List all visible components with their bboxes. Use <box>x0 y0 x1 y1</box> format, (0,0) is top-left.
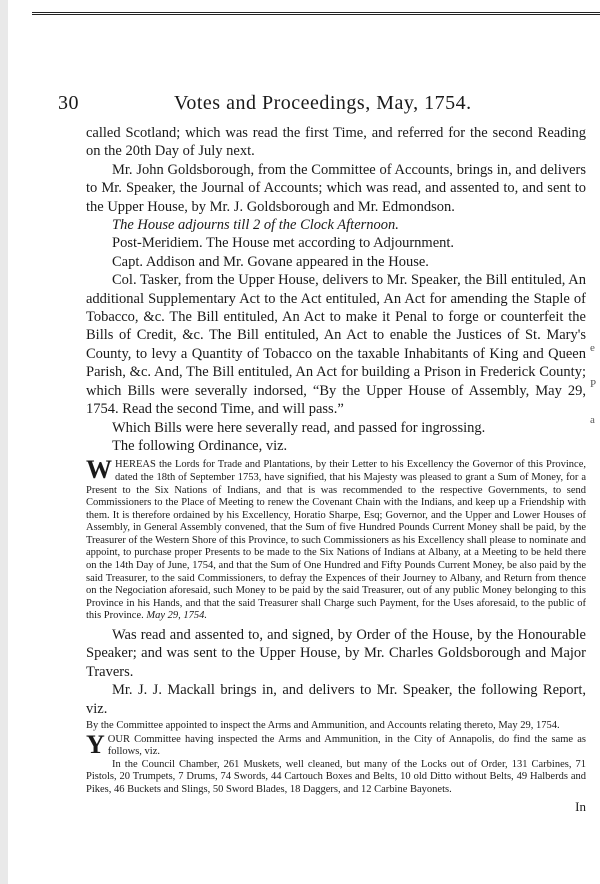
paragraph-adjourn: The House adjourns till 2 of the Clock Afternoon. <box>112 217 399 234</box>
margin-fragment: e <box>590 342 595 354</box>
page-number: 30 <box>58 92 79 114</box>
paragraph-ingrossing: Which Bills were here severally read, and passed for ingrossing. <box>112 419 486 436</box>
ordinance-text <box>86 455 586 623</box>
page-body <box>86 124 586 815</box>
top-rule <box>32 0 600 15</box>
paragraph-appeared: Capt. Addison and Mr. Govane appeared in the House. <box>112 253 429 270</box>
right-margin-bleed <box>590 330 600 530</box>
margin-fragment: a <box>590 414 595 426</box>
ordinance-body: HEREAS the Lords for Trade and Plantations, by their Letter to his Excellency the Governor of this Province, dated the 18th of September 1753, have signified, that his Majesty was pleased to grant a Sum of Money, for a Present to the Six Nations of Indians, and that is was recommended to the respective Governments, to send Commissioners to the Place of Meeting to renew the Covenant Chain with the Indians, and keep up a Friendship with them. It is therefore ordained by his Excellency, Horatio Sharpe, Esq; Governor, and the Upper and Lower Houses of Assembly, in General Assembly convened, that the Sum of five Hundred Pounds Current Money shall be paid, by the Treasurer of the Western Shore of this Province, to such Commissioners as his Excellency shall please to nominate and appoint, to purchase proper Presents to be made to the Six Nations of Indians at Albany, at a Meeting to be held there on the 14th Day of June, 1754, and that the Sum of One Hundred and Fifty Pounds Current Money, be also paid by the said Treasurer, to the said Commissioners, to defray the Expences of their Journey to Albany, and Return from thence on the Negociation aforesaid, such Money to be paid by the said Treasurer, out of any public Money belonging to this Province in his Hands, and that the said Treasurer shall Charge such Payment, for the Uses aforesaid, to the public of this Province. <box>86 459 586 622</box>
paragraph-bills: Col. Tasker, from the Upper House, delivers to Mr. Speaker, the Bill entituled, An additional Supplementary Act to the Act entituled, An Act for amending the Staple of Tobacco, &c. The Bill entituled, An Act to make it Penal to forge or counterfeit the Bills of Credit, &c. The Bill entituled, An Act to enable the Justices of St. Mary's County, to levy a Quantity of Tobacco on the taxable Inhabitants of King and Queen Parish, &c. And, The Bill entituled, An Act for building a Prison in Frederick County; which Bills were severally indorsed, “By the Upper House of Assembly, May 29, 1754. Read the second Time, and will pass.” <box>86 272 586 418</box>
margin-fragment: P <box>590 378 597 390</box>
report-dropcap: Y <box>86 729 105 759</box>
paragraph-continuation: called Scotland; which was read the first Time, and referred for the second Reading on the 20th Day of July next. <box>86 125 586 160</box>
ordinance-date: May 29, 1754. <box>146 610 208 622</box>
page-binding-edge <box>0 0 8 884</box>
report-intro: OUR Committee having inspected the Arms and Ammunition, in the City of Annapolis, do find the same as follows, viz. <box>107 733 586 758</box>
paragraph-ordinance-intro: The following Ordinance, viz. <box>112 437 288 454</box>
paragraph-post-meridiem: Post-Meridiem. The House met according to Adjournment. <box>112 235 455 252</box>
paragraph-accounts: Mr. John Goldsborough, from the Committee of Accounts, brings in, and delivers to Mr. Speaker, the Journal of Accounts; which was read, and assented to, and sent to the Upper House, by Mr. J. Goldsborough and Mr. Edmondson. <box>86 161 586 215</box>
paragraph-report-intro: Mr. J. J. Mackall brings in, and delivers to Mr. Speaker, the following Report, viz. <box>86 682 586 717</box>
report-body: In the Council Chamber, 261 Muskets, well cleaned, but many of the Locks out of Order, 131 Carbines, 71 Pistols, 20 Trumpets, 7 Drums, 74 Swords, 44 Cartouch Boxes and Belts, 10 old Ditto without Belts, 49 Halberds and Pikes, 46 Buckets and Slings, 50 Sword Blades, 18 Daggers, and 12 Carbine Bayonets. <box>86 758 586 796</box>
report-text <box>86 729 586 759</box>
catchword: In <box>575 798 586 814</box>
report-heading: By the Committee appointed to inspect the Arms and Ammunition, and Accounts relating thereto, May 29, 1754. <box>86 720 560 732</box>
running-header <box>58 92 598 116</box>
paragraph-assented: Was read and assented to, and signed, by Order of the House, by the Honourable Speaker; and was sent to the Upper House, by Mr. Charles Goldsborough and Major Travers. <box>86 627 586 680</box>
running-title: Votes and Proceedings, May, 1754. <box>174 92 472 114</box>
ordinance-dropcap: W <box>86 455 112 485</box>
